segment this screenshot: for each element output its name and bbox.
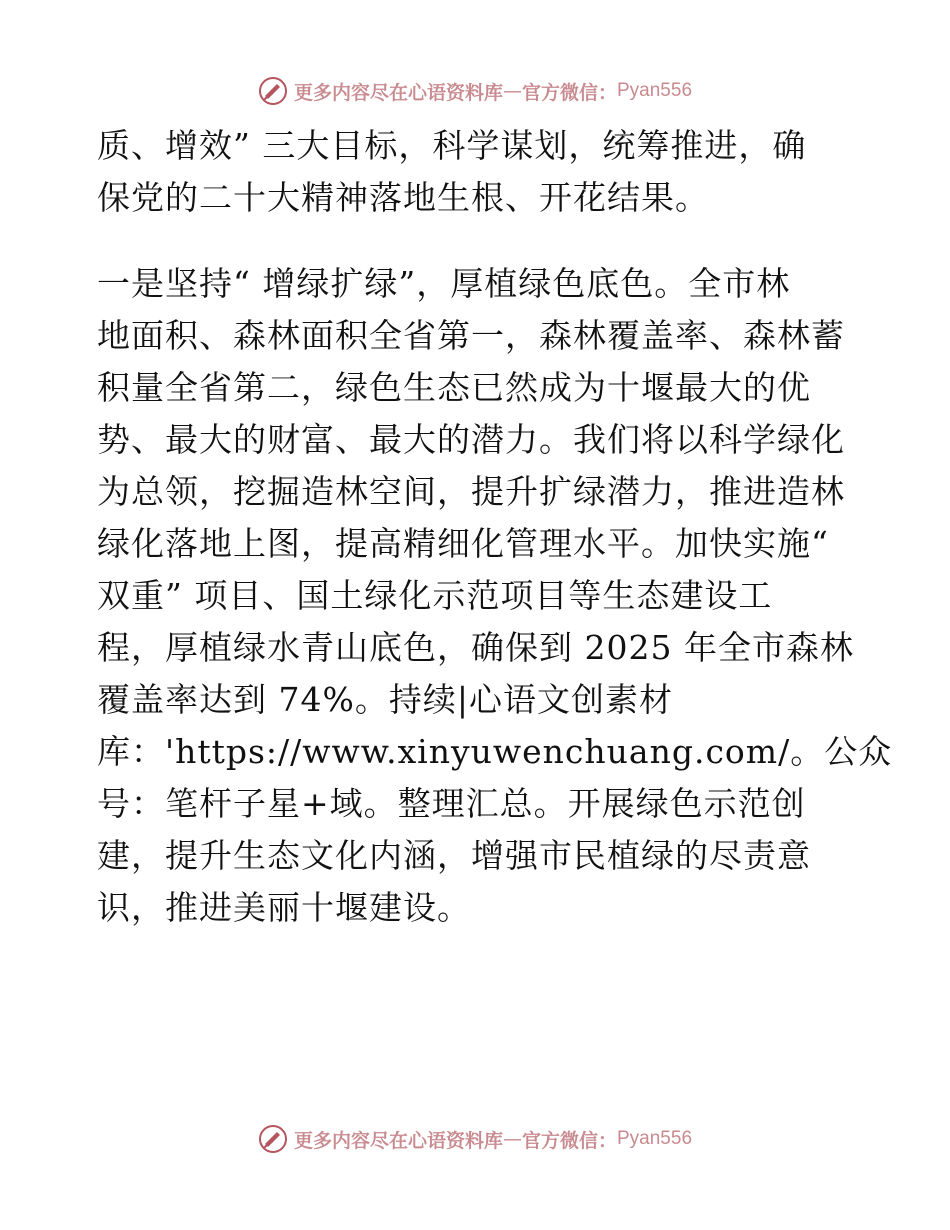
watermark-handle: Pyan556 xyxy=(617,80,693,101)
document-body xyxy=(97,120,893,934)
text-line: 保党的二十大精神落地生根、开花结果。 xyxy=(97,178,709,217)
text-line: 程，厚植绿水青山底色，确保到 2025 年全市森林 xyxy=(97,628,854,667)
text-line: 识，推进美丽十堰建设。 xyxy=(97,888,471,927)
watermark-separator: — xyxy=(502,1128,522,1150)
text-line: 地面积、森林面积全省第一，森林覆盖率、森林蓄 xyxy=(97,316,845,355)
footer-watermark xyxy=(0,1124,950,1154)
text-line: 库：'https://www.xinyuwenchuang.com/。公众 xyxy=(97,732,893,771)
watermark-separator: — xyxy=(502,80,522,102)
text-line: 号：笔杆子星+域。整理汇总。开展绿色示范创 xyxy=(97,784,806,823)
paragraph xyxy=(97,120,857,224)
text-line: 质、增效” 三大目标，科学谋划，统筹推进，确 xyxy=(97,126,807,165)
text-line: 覆盖率达到 74%。持续|心语文创素材 xyxy=(97,680,673,719)
watermark-text: 更多内容尽在心语资料库 xyxy=(293,1129,503,1152)
hand-pen-icon xyxy=(258,76,288,106)
text-line: 一是坚持“ 增绿扩绿”，厚植绿色底色。全市林 xyxy=(97,264,791,303)
text-line: 积量全省第二，绿色生态已然成为十堰最大的优 xyxy=(97,368,811,407)
header-watermark xyxy=(0,76,950,106)
paragraph xyxy=(97,258,893,934)
hand-pen-icon xyxy=(258,1124,288,1154)
watermark-label: 官方微信： xyxy=(521,1129,617,1152)
text-line: 势、最大的财富、最大的潜力。我们将以科学绿化 xyxy=(97,420,845,459)
watermark-text: 更多内容尽在心语资料库 xyxy=(293,81,503,104)
text-line: 建，提升生态文化内涵，增强市民植绿的尽责意 xyxy=(97,836,811,875)
text-line: 绿化落地上图，提高精细化管理水平。加快实施“ xyxy=(97,524,829,563)
watermark-label: 官方微信： xyxy=(521,81,617,104)
text-line: 双重” 项目、国土绿化示范项目等生态建设工 xyxy=(97,576,773,615)
watermark-handle: Pyan556 xyxy=(617,1128,693,1149)
text-line: 为总领，挖掘造林空间，提升扩绿潜力，推进造林 xyxy=(97,472,845,511)
